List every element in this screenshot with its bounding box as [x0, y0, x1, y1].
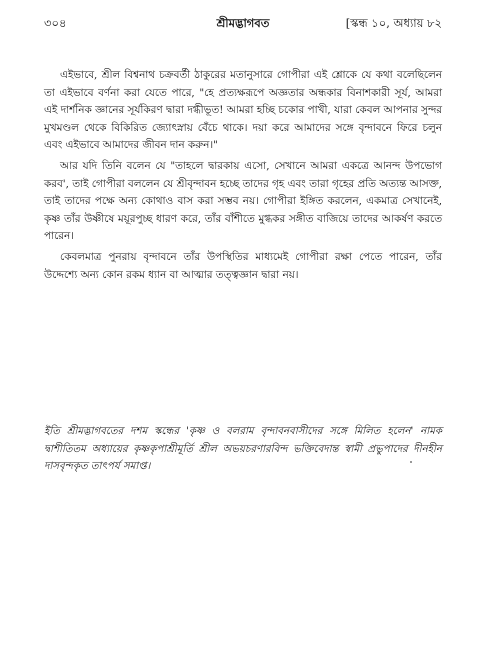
paragraph: এইভাবে, শ্রীল বিশ্বনাথ চক্রবর্তী ঠাকুরের মতানুসারে গোপীরা এই শ্লোকে যে কথা বলেছিলেন তা এইভাবে বর্ণনা করা যেতে পারে, "হে প্রত্যক্ষরূপে অজ্ঞতার অন্ধকার বিনাশকারী সূর্য, আমরা এই দার্শনিক জ্ঞানের সূর্যকিরণ দ্বারা দগ্ধীভূত! আমরা হচ্ছি চকোর পাখী, যারা কেবল আপনার সুন্দর মুখমণ্ডল থেকে বিকিরিত জ্যোৎস্নায় বেঁচে থাকে। দয়া করে আমাদের সঙ্গে বৃন্দাবনে ফিরে চলুন এবং এইভাবে আমাদের জীবন দান করুন।" [44, 69, 442, 152]
page-number: ৩০৪ [44, 16, 67, 30]
paragraph: কেবলমাত্র পুনরায় বৃন্দাবনে তাঁর উপস্থিতির মাধ্যমেই গোপীরা রক্ষা পেতে পারেন, তাঁর উদ্দেশ্যে অন্য কোন রকম ধ্যান বা আত্মার তত্ত্বজ্ঞান দ্বারা নয়। [44, 250, 442, 281]
page-header [44, 14, 442, 32]
print-speck [410, 461, 412, 463]
paragraph: আর যদি তিনি বলেন যে "তাহলে দ্বারকায় এসো, সেখানে আমরা একত্রে আনন্দ উপভোগ করব', তাই গোপীরা বললেন যে শ্রীবৃন্দাবন হচ্ছে তাদের গৃহ এবং তারা গৃহের প্রতি অত্যন্ত আসক্ত, তাই তাদের পক্ষে অন্য কোথাও বাস করা সম্ভব নয়। গোপীরা ইঙ্গিত করলেন, একমাত্র সেখানেই, কৃষ্ণ তাঁর উষ্ণীষে ময়ূরপুচ্ছ ধারণ করে, তাঁর বাঁশীতে মুগ্ধকর সঙ্গীত বাজিয়ে তাদের আকর্ষণ করতে পারেন। [44, 159, 442, 243]
running-title: শ্রীমদ্ভাগবত [216, 16, 270, 30]
chapter-colophon: ইতি শ্রীমদ্ভাগবতের দশম স্কন্ধের 'কৃষ্ণ ও বলরাম বৃন্দাবনবাসীদের সঙ্গে মিলিত হলেন' নামক দ্বাশীতিতম অধ্যায়ের কৃষ্ণকৃপাশ্রীমূর্তি শ্রীল অভয়চরণারবিন্দ ভক্তিবেদান্ত স্বামী প্রভুপাদের দীনহীন দাসবৃন্দকৃত তাৎপর্য সমাপ্ত। [44, 426, 442, 473]
chapter-reference: [স্কন্ধ ১০, অধ্যায় ৮২ [345, 16, 442, 30]
purport-body [44, 67, 442, 287]
